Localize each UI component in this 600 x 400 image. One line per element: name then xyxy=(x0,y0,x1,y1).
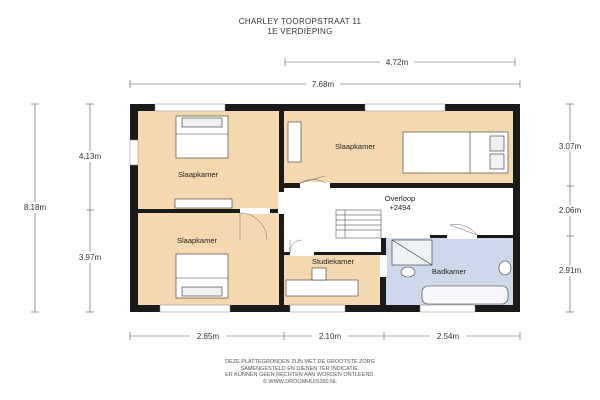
landing-level: +2494 xyxy=(389,203,411,212)
disclaimer-line: SAMENGESTELD EN DIENEN TER INDICATIE. xyxy=(240,365,360,372)
chair-icon xyxy=(312,268,326,280)
dim-left-total: 8.18m xyxy=(23,203,47,212)
disclaimer-line: ER KUNNEN GEEN RECHTEN AAN WORDEN ONTLEEND. xyxy=(225,372,375,378)
dim-top-total: 7.68m xyxy=(311,80,335,89)
room-label-bedroom-top-right: Slaapkamer xyxy=(334,142,376,151)
desk-icon xyxy=(286,280,358,296)
room-label-landing: Overloop xyxy=(384,194,416,203)
dim-right-lower: 2.91m xyxy=(558,266,582,275)
room-label-bedroom-top-left: Slaapkamer xyxy=(177,170,219,179)
dim-left-upper: 4.13m xyxy=(78,152,102,161)
toilet-icon xyxy=(401,267,415,277)
room-label-bathroom: Badkamer xyxy=(431,267,467,276)
dim-bottom-middle: 2.10m xyxy=(318,332,342,341)
dim-top-partial: 4.72m xyxy=(385,58,409,67)
floor-title: 1E VERDIEPING xyxy=(267,27,333,36)
disclaimer xyxy=(150,359,450,385)
desk-icon xyxy=(288,122,301,162)
disclaimer-line: DEZE PLATTEGRONDEN ZIJN MET DE GROOTSTE ZORG xyxy=(225,359,375,365)
address-title: CHARLEY TOOROPSTRAAT 11 xyxy=(238,17,362,26)
sink-icon xyxy=(499,261,511,275)
dim-right-middle: 2.06m xyxy=(558,206,582,215)
dim-left-lower: 3.97m xyxy=(78,253,102,262)
dim-bottom-left: 2.85m xyxy=(196,332,220,341)
dim-bottom-right: 2.54m xyxy=(436,332,460,341)
dim-right-upper: 3.07m xyxy=(558,142,582,151)
desk-icon xyxy=(175,199,232,208)
room-label-bedroom-bottom-left: Slaapkamer xyxy=(176,236,218,245)
copyright: © WWW.DROOMHUIS360.NL xyxy=(262,378,338,385)
room-label-study: Studiekamer xyxy=(311,257,355,266)
stairs xyxy=(336,210,381,238)
bathtub-icon xyxy=(422,286,508,304)
